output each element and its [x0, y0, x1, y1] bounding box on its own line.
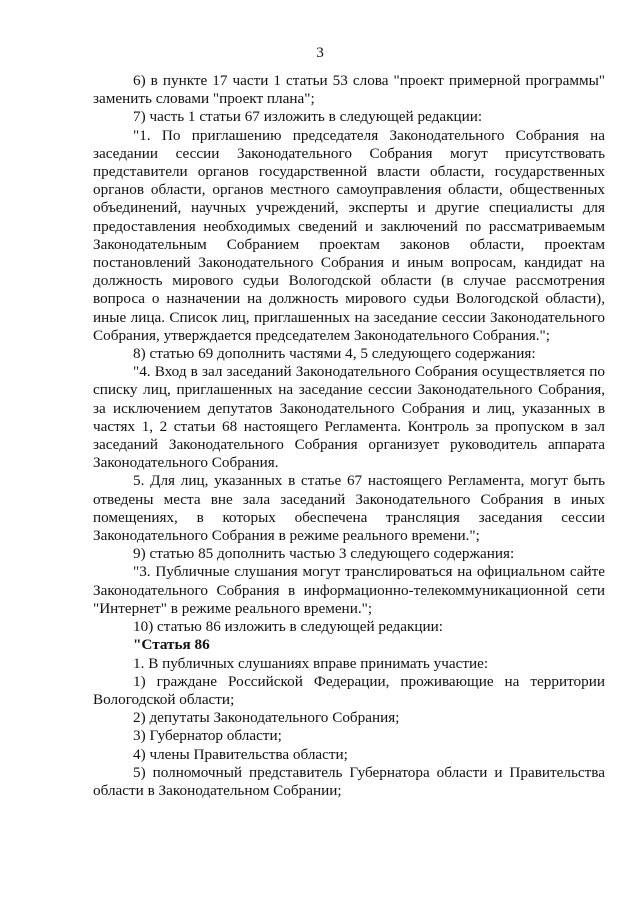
article-86-heading: "Статья 86	[133, 636, 210, 654]
list-item-4: 4) члены Правительства области;	[133, 745, 348, 763]
paragraph-article-67-part-1: "1. По приглашению председателя Законодательного Собрания на заседании сессии Законодательного Собрания могут присутствовать представители органов государственной власти области, государственных органов области, органов местного самоуправления области, общественных объединений, научных учреждений, эксперты и другие специалисты для предоставления необходимых сведений и заключений по рассматриваемым Законодательным Собранием проектам законов области, проектам постановлений Законодательного Собрания и иным вопросам, кандидат на должность мирового судьи Вологодской области (в случае рассмотрения вопроса о назначении на должность мирового судьи Вологодской области), иные лица. Список лиц, приглашенных на заседание сессии Законодательного Собрания, утверждается председателем Законодательного Собрания.";	[93, 126, 605, 344]
paragraph-article-85-part-3: "3. Публичные слушания могут транслироваться на официальном сайте Законодательного Собрания в информационно-телекоммуникационной сети "Интернет" в режиме реального времени.";	[93, 563, 605, 617]
paragraph-article-86-part-1: 1. В публичных слушаниях вправе принимать участие:	[133, 654, 489, 672]
paragraph-article-69-part-5: 5. Для лиц, указанных в статье 67 настоящего Регламента, могут быть отведены места вне зала заседаний Законодательного Собрания в иных помещениях, в которых обеспечена трансляция заседания сессии Законодательного Собрания в режиме реального времени.";	[93, 472, 605, 545]
list-item-1: 1) граждане Российской Федерации, проживающие на территории Вологодской области;	[93, 672, 605, 708]
list-item-2: 2) депутаты Законодательного Собрания;	[133, 709, 400, 727]
paragraph-item-7: 7) часть 1 статьи 67 изложить в следующей редакции:	[133, 108, 483, 126]
paragraph-article-69-part-4: "4. Вход в зал заседаний Законодательного Собрания осуществляется по списку лиц, приглашенных на заседание сессии Законодательного Собрания, за исключением депутатов Законодательного Собрания и лиц, указанных в частях 1, 2 статьи 68 настоящего Регламента. Контроль за пропуском в зал заседаний Законодательного Собрания организует руководитель аппарата Законодательного Собрания.	[93, 363, 605, 472]
paragraph-item-6: 6) в пункте 17 части 1 статьи 53 слова "проект примерной программы" заменить словами "проект плана";	[93, 72, 605, 108]
paragraph-item-8: 8) статью 69 дополнить частями 4, 5 следующего содержания:	[133, 345, 536, 363]
document-body	[93, 72, 605, 800]
paragraph-item-10: 10) статью 86 изложить в следующей редакции:	[133, 618, 443, 636]
list-item-3: 3) Губернатор области;	[133, 727, 282, 745]
paragraph-item-9: 9) статью 85 дополнить частью 3 следующего содержания:	[133, 545, 515, 563]
page-number: 3	[316, 44, 324, 61]
list-item-5: 5) полномочный представитель Губернатора области и Правительства области в Законодательном Собрании;	[93, 763, 605, 799]
